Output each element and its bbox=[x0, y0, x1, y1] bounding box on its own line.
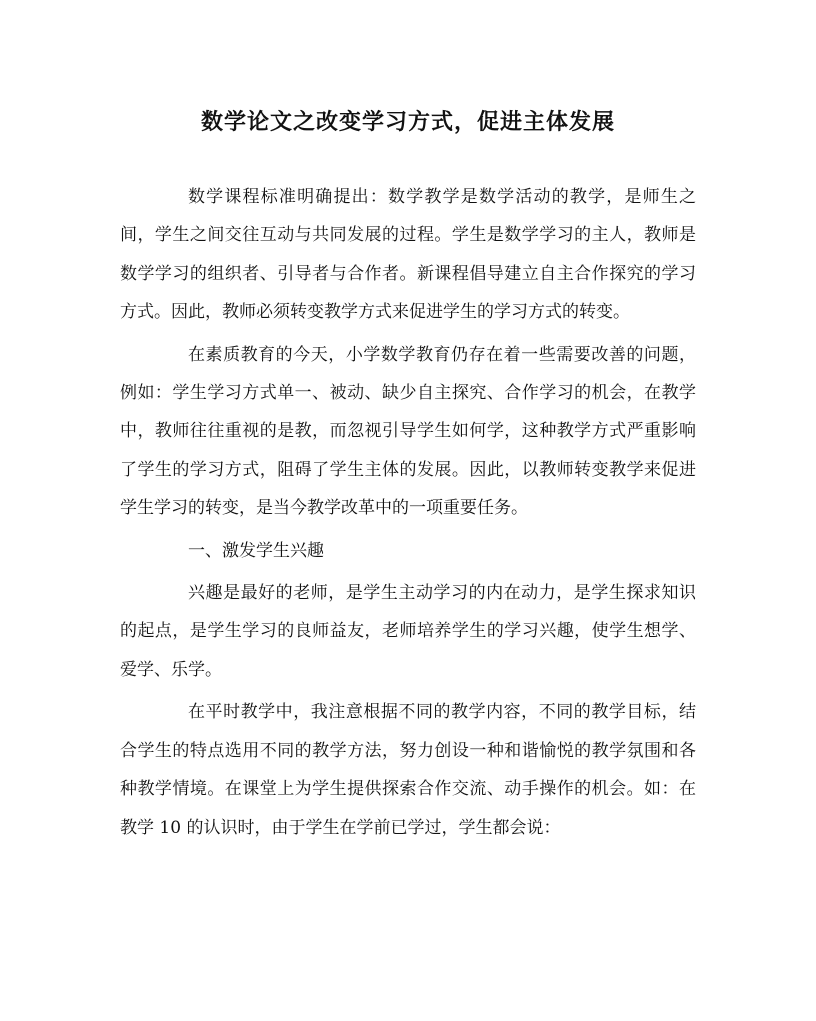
document-body bbox=[120, 178, 696, 851]
paragraph-intro: 数学课程标准明确提出：数学教学是数学活动的教学，是师生之间，学生之间交往互动与共同发展的过程。学生是数学学习的主人，教师是数学学习的组织者、引导者与合作者。新课程倡导建立自主合作探究的学习方式。因此，教师必须转变教学方式来促进学生的学习方式的转变。 bbox=[120, 187, 696, 323]
section-heading-interest: 一、激发学生兴趣 bbox=[188, 540, 324, 561]
paragraph-problem: 在素质教育的今天，小学数学教育仍存在着一些需要改善的问题，例如：学生学习方式单一、被动、缺少自主探究、合作学习的机会，在教学中，教师往往重视的是教，而忽视引导学生如何学，这种教学方式严重影响了学生的学习方式，阻碍了学生主体的发展。因此，以教师转变教学来促进学生学习的转变，是当今教学改革中的一项重要任务。 bbox=[120, 344, 696, 519]
paragraph-practice: 在平时教学中，我注意根据不同的教学内容，不同的教学目标，结合学生的特点选用不同的教学方法，努力创设一种和谐愉悦的教学氛围和各种教学情境。在课堂上为学生提供探索合作交流、动手操作的机会。如：在教学 10 的认识时，由于学生在学前已学过，学生都会说： bbox=[120, 702, 696, 838]
paragraph-interest: 兴趣是最好的老师，是学生主动学习的内在动力，是学生探求知识的起点，是学生学习的良师益友，老师培养学生的学习兴趣，使学生想学、爱学、乐学。 bbox=[120, 583, 696, 680]
document-title: 数学论文之改变学习方式，促进主体发展 bbox=[200, 109, 615, 135]
